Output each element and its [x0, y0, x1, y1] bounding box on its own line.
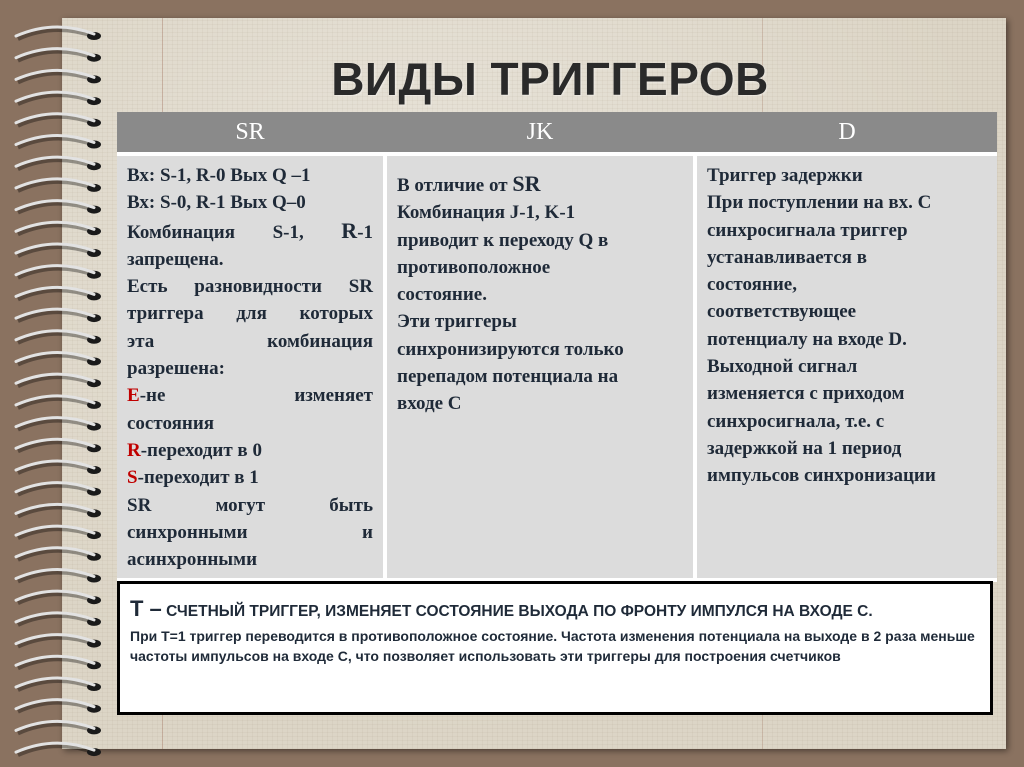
d-line: потенциалу на входе D.	[707, 328, 907, 350]
header-jk: JK	[526, 119, 554, 145]
t-trigger-heading	[130, 596, 980, 622]
spiral-ring-icon	[16, 222, 101, 235]
spiral-ring-icon	[16, 244, 101, 257]
spiral-ring-icon	[16, 635, 101, 648]
spiral-ring-icon	[16, 201, 101, 214]
sr-s-label: S	[127, 467, 138, 489]
d-line: синхросигнала триггер	[707, 219, 908, 241]
table-header-row	[117, 112, 997, 152]
sr-text: S-1,	[272, 221, 304, 243]
t-letter: T –	[130, 596, 162, 621]
d-line: Триггер задержки	[707, 165, 863, 186]
sr-line	[127, 217, 373, 246]
d-line: При поступлении на вх. С	[707, 192, 932, 214]
cell-jk	[387, 156, 693, 578]
sr-line: SR могут быть	[127, 494, 373, 516]
spiral-ring-icon	[16, 483, 101, 496]
sr-line	[127, 464, 373, 491]
jk-line: приводит к переходу Q в	[397, 229, 609, 251]
spiral-ring-icon	[16, 678, 101, 691]
sr-line	[127, 437, 373, 464]
spiral-ring-icon	[16, 439, 101, 452]
page-title: ВИДЫ ТРИГГЕРОВ	[331, 53, 769, 105]
sr-line: асинхронными	[127, 549, 258, 571]
d-line: задержкой на 1 период	[707, 437, 902, 459]
d-line: импульсов синхронизации	[707, 465, 936, 487]
spiral-ring-icon	[16, 374, 101, 387]
spiral-ring-icon	[16, 743, 101, 756]
spiral-ring-icon	[16, 613, 101, 626]
jk-line: противоположное	[397, 256, 551, 278]
jk-line: состояние.	[397, 284, 487, 306]
spiral-ring-icon	[16, 179, 101, 192]
jk-text: В отличие от	[397, 175, 508, 196]
sr-text: -переходит в 1	[137, 467, 259, 489]
spiral-ring-icon	[16, 700, 101, 713]
spiral-ring-icon	[16, 396, 101, 409]
spiral-ring-icon	[16, 309, 101, 322]
jk-line: Эти триггеры	[397, 311, 517, 333]
spiral-ring-icon	[16, 418, 101, 431]
d-line: Выходной сигнал	[707, 356, 858, 378]
sr-text: -не изменяет	[139, 385, 373, 407]
header-sr: SR	[235, 119, 265, 145]
jk-line: входе С	[397, 393, 462, 415]
t-trigger-description: При Т=1 триггер переводится в противоположное состояние. Частота изменения потенциала на выходе в 2 раза меньше частоты импульсов на входе С, что позволяет использовать эти триггеры для построения счетчиков	[130, 628, 975, 664]
t-trigger-box	[117, 581, 993, 715]
d-line: соответствующее	[707, 301, 857, 323]
sr-line: эта комбинация	[127, 330, 373, 352]
sr-line: Есть разновидности SR	[127, 276, 373, 298]
d-line: состояние,	[707, 274, 797, 296]
spiral-ring-icon	[16, 591, 101, 604]
spiral-ring-icon	[16, 135, 101, 148]
spiral-ring-icon	[16, 287, 101, 300]
sr-line: Вх: S-1, R-0 Вых Q –1	[127, 165, 311, 186]
d-line: устанавливается в	[707, 246, 867, 268]
t-heading-text: СЧЕТНЫЙ ТРИГГЕР, ИЗМЕНЯЕТ СОСТОЯНИЕ ВЫХОДА ПО ФРОНТУ ИМПУЛСЯ НА ВХОДЕ С.	[166, 603, 873, 620]
sr-r-letter: R	[341, 217, 358, 243]
jk-line	[397, 170, 683, 199]
spiral-ring-icon	[16, 721, 101, 734]
header-d: D	[838, 119, 856, 145]
spiral-ring-icon	[16, 114, 101, 127]
sr-text	[341, 217, 374, 243]
sr-text: -1	[357, 221, 374, 243]
spiral-ring-icon	[16, 656, 101, 669]
spiral-ring-icon	[16, 352, 101, 365]
spiral-ring-icon	[16, 266, 101, 279]
spiral-ring-icon	[16, 569, 101, 582]
sr-line: триггера для которых	[127, 303, 373, 325]
sr-line: разрешена:	[127, 358, 225, 380]
spiral-ring-icon	[16, 504, 101, 517]
sr-text: -переходит в 0	[140, 439, 262, 461]
d-line: изменяется с приходом	[707, 383, 905, 405]
d-line: синхросигнала, т.е. с	[707, 410, 885, 432]
sr-line: синхронными и	[127, 521, 373, 543]
spiral-ring-icon	[16, 27, 101, 40]
sr-e-letter: E	[127, 385, 140, 407]
spiral-ring-icon	[16, 331, 101, 344]
sr-line: запрещена.	[127, 248, 224, 270]
sr-e-group	[127, 385, 373, 406]
sr-line	[127, 382, 373, 409]
spiral-ring-icon	[16, 461, 101, 474]
jk-line: синхронизируются только	[397, 338, 624, 360]
sr-line: Вх: S-0, R-1 Вых Q–0	[127, 192, 306, 214]
sr-r-label: R	[127, 439, 141, 461]
cell-d	[697, 156, 997, 578]
spiral-ring-icon	[16, 526, 101, 539]
jk-sr-text: SR	[512, 171, 541, 196]
spiral-ring-icon	[16, 157, 101, 170]
trigger-table	[117, 112, 997, 582]
jk-line: Комбинация J-1, K-1	[397, 202, 576, 224]
sr-text: Комбинация	[127, 221, 235, 243]
spiral-ring-icon	[16, 548, 101, 561]
cell-sr	[117, 156, 383, 578]
sr-line: состояния	[127, 412, 215, 434]
jk-line: перепадом потенциала на	[397, 366, 619, 388]
spiral-binding-icon	[0, 0, 120, 767]
